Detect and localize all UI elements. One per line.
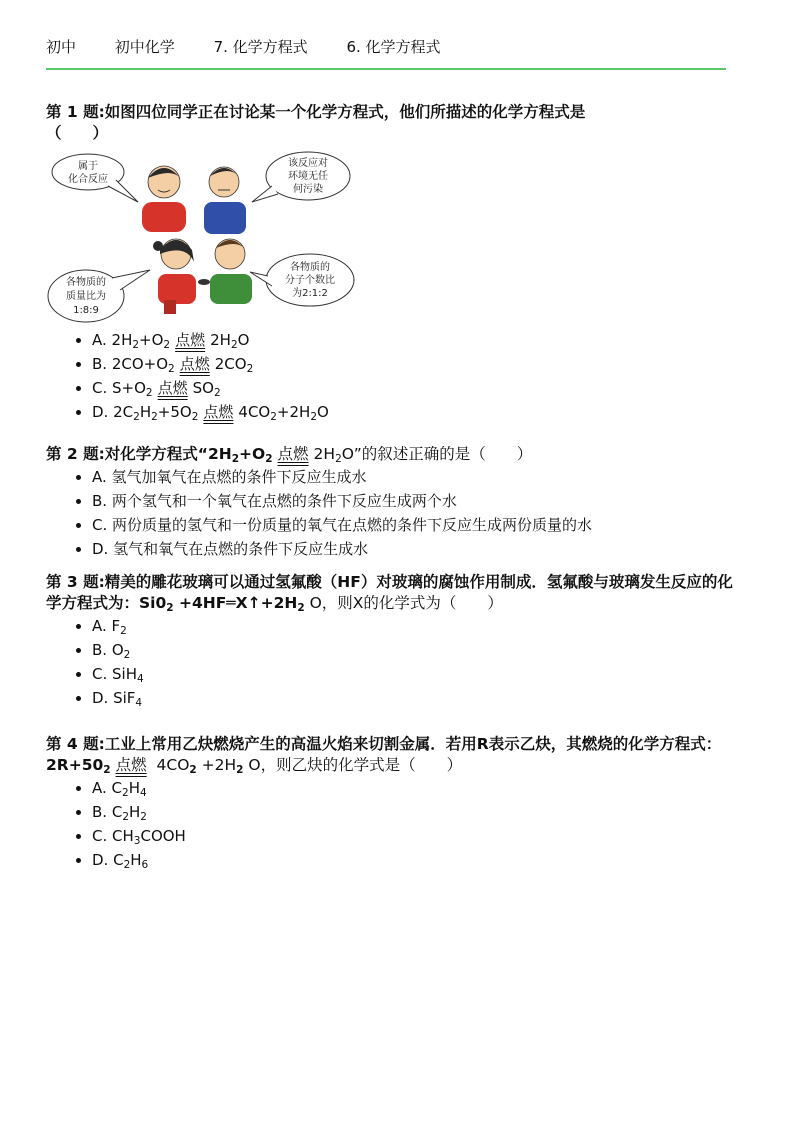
option-d[interactable]: • D. $C_2H_6$ xyxy=(92,848,736,872)
option-c[interactable]: • C. $CH_3COOH$ xyxy=(92,824,736,848)
answer-blank: （ ） xyxy=(46,124,109,142)
breadcrumb-item[interactable]: 6. 化学方程式 xyxy=(346,38,441,56)
question-number: 第 4 题 xyxy=(46,735,99,753)
question-stem: 如图四位同学正在讨论某一个化学方程式，他们所描述的化学方程式是 xyxy=(104,103,586,121)
bubble-text: 该反应对 xyxy=(288,158,328,169)
breadcrumb-item[interactable]: 初中化学 xyxy=(114,38,175,56)
breadcrumb-item[interactable]: 7. 化学方程式 xyxy=(213,38,308,56)
option-a[interactable]: • A. $2H_2+O_2$ 点燃 $2H_2O$ xyxy=(92,328,736,352)
option-c[interactable]: • C. SiH$_4$ xyxy=(92,662,736,686)
student-figure xyxy=(204,167,246,234)
option-b[interactable]: • B. $C_2H_2$ xyxy=(92,800,736,824)
bubble-text: 各物质的 xyxy=(66,277,106,288)
bubble-text: 环境无任 xyxy=(288,171,328,182)
question-number: 第 1 题 xyxy=(46,103,99,121)
question-2 xyxy=(46,444,736,561)
option-d[interactable]: • D. 氢气和氧气在点燃的条件下反应生成水 xyxy=(92,537,736,561)
option-b[interactable]: • B. $O_2$ xyxy=(92,638,736,662)
option-b[interactable]: • B. $2CO+O_2$ 点燃 $2CO_2$ xyxy=(92,352,736,376)
bubble-text: 化合反应 xyxy=(68,174,108,185)
question-title: 第 1 题:如图四位同学正在讨论某一个化学方程式，他们所描述的化学方程式是 （ ） xyxy=(46,103,586,142)
bubble-text: 质量比为 xyxy=(66,291,106,302)
option-d[interactable]: • D. $2C_2H_2+5O_2$ 点燃 $4CO_2+2H_2O$ xyxy=(92,400,736,424)
question-1 xyxy=(46,102,736,144)
question-3 xyxy=(46,572,736,710)
breadcrumb xyxy=(46,36,726,70)
bubble-text: 1:8:9 xyxy=(73,305,99,316)
question-title: 第 3 题:精美的雕花玻璃可以通过氢氟酸（HF）对玻璃的腐蚀作用制成．氢氟酸与玻璃发生反应的化学方程式为：$Si0_2$ $+4HF═X↑+2H_2$ O，则X的化学式为（ ） xyxy=(46,573,733,614)
discussion-illustration xyxy=(46,150,366,328)
option-c[interactable]: • C. 两份质量的氢气和一份质量的氧气在点燃的条件下反应生成两份质量的水 xyxy=(92,513,736,537)
breadcrumb-item[interactable]: 初中 xyxy=(46,38,77,56)
option-d[interactable]: • D. SiF$_4$ xyxy=(92,686,736,710)
question-1-options xyxy=(46,328,736,424)
student-figure xyxy=(198,239,252,304)
question-4 xyxy=(46,734,736,872)
option-b[interactable]: • B. 两个氢气和一个氧气在点燃的条件下反应生成两个水 xyxy=(92,489,736,513)
question-number: 第 2 题 xyxy=(46,445,99,463)
bubble-text: 为2:1:2 xyxy=(292,288,328,299)
student-figure xyxy=(153,239,196,314)
bubble-text: 分子个数比 xyxy=(285,275,335,286)
bubble-text: 属于 xyxy=(78,161,98,172)
question-title: 第 4 题:工业上常用乙炔燃烧产生的高温火焰来切割金属．若用R表示乙炔，其燃烧的化学方程式：$2R+50_2$ 点燃 $4CO_2 +2H_2$ O，则乙炔的化学式是（ ） xyxy=(46,735,722,776)
student-figure xyxy=(142,166,186,232)
option-c[interactable]: • C. $S+O_2$ 点燃 $SO_2$ xyxy=(92,376,736,400)
option-a[interactable]: • A. $C_2H_4$ xyxy=(92,776,736,800)
bubble-text: 各物质的 xyxy=(290,262,330,273)
question-title: 第 2 题:对化学方程式“$2H_2+O_2$ 点燃 $2H_2O$”的叙述正确的是（ ） xyxy=(46,445,533,465)
bubble-text: 何污染 xyxy=(293,184,323,195)
option-a[interactable]: • A. 氢气加氧气在点燃的条件下反应生成水 xyxy=(92,465,736,489)
option-a[interactable]: • A. $F_2$ xyxy=(92,614,736,638)
question-number: 第 3 题 xyxy=(46,573,99,591)
